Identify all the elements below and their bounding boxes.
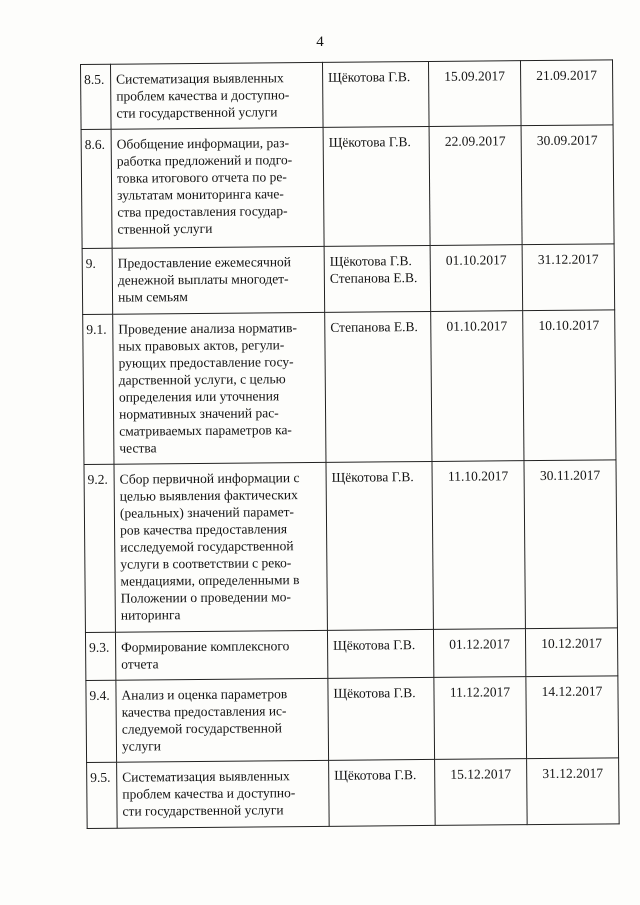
table-row xyxy=(87,758,620,829)
task-description: Сбор первичной информации с целью выявления фактических (реальных) значений парамет- ров качества предоставления исследуемой государственной услуги в соответствии с реко- мендациями, определенными в Положении о проведении мо- ниторинга xyxy=(114,462,327,632)
start-date: 01.10.2017 xyxy=(431,311,524,462)
responsible-person: Щёкотова Г.В. xyxy=(322,61,429,127)
task-description: Систематизация выявленных проблем качества и доступно- сти государственной услуги xyxy=(111,62,324,129)
task-description: Формирование комплексного отчета xyxy=(115,630,327,680)
responsible-person: Щёкотова Г.В. xyxy=(323,126,430,246)
row-number: 9.5. xyxy=(87,762,118,828)
task-description: Анализ и оценка параметров качества предоставления ис- следуемой государственной услуги xyxy=(116,678,329,762)
responsible-person: Степанова Е.В. xyxy=(325,311,432,462)
row-number: 9.4. xyxy=(86,680,117,762)
table-row xyxy=(84,460,617,633)
table-row xyxy=(82,244,615,315)
row-number: 9.1. xyxy=(83,314,114,464)
row-number: 8.5. xyxy=(81,64,112,129)
end-date: 31.12.2017 xyxy=(527,758,620,825)
responsible-person: Щёкотова Г.В. xyxy=(326,461,433,630)
table-row xyxy=(85,628,617,681)
row-number: 9. xyxy=(82,248,113,314)
row-number: 9.3. xyxy=(85,632,115,680)
start-date: 01.10.2017 xyxy=(430,245,523,312)
row-number: 8.6. xyxy=(81,129,112,248)
responsible-person: Щёкотова Г.В. xyxy=(327,629,433,678)
table-row xyxy=(81,125,614,249)
end-date: 21.09.2017 xyxy=(520,60,613,126)
end-date: 30.11.2017 xyxy=(524,460,617,629)
task-description: Проведение анализа норматив- ных правовых актов, регули- рующих предоставление госу- дарственной услуги, с целью определения или уточнения нормативных значений рас- сматриваемых параметров ка- чества xyxy=(113,312,326,464)
start-date: 15.12.2017 xyxy=(435,759,528,826)
end-date: 10.12.2017 xyxy=(525,628,617,677)
start-date: 01.12.2017 xyxy=(433,629,525,678)
table-row xyxy=(81,60,614,130)
responsible-person: Щёкотова Г.В. Степанова Е.В. xyxy=(324,245,431,312)
start-date: 15.09.2017 xyxy=(428,61,521,127)
responsible-person: Щёкотова Г.В. xyxy=(329,759,436,826)
task-description: Систематизация выявленных проблем качества и доступно- сти государственной услуги xyxy=(117,760,330,828)
end-date: 31.12.2017 xyxy=(522,244,615,311)
table-row xyxy=(86,676,619,763)
responsible-person: Щёкотова Г.В. xyxy=(328,677,435,760)
end-date: 14.12.2017 xyxy=(526,676,619,759)
row-number: 9.2. xyxy=(84,464,115,632)
table-row xyxy=(83,310,616,465)
start-date: 22.09.2017 xyxy=(429,126,522,246)
start-date: 11.12.2017 xyxy=(434,677,527,760)
task-description: Обобщение информации, раз- работка предложений и подго- товка итогового отчета по ре- зультатам мониторинга каче- ства предоставления государ- ственной услуги xyxy=(111,127,324,248)
task-description: Предоставление ежемесячной денежной выплаты многодет- ным семьям xyxy=(112,246,325,314)
end-date: 30.09.2017 xyxy=(521,125,614,245)
start-date: 11.10.2017 xyxy=(432,461,525,630)
end-date: 10.10.2017 xyxy=(523,310,616,461)
page-number: 4 xyxy=(316,34,324,50)
plan-table xyxy=(80,59,620,829)
